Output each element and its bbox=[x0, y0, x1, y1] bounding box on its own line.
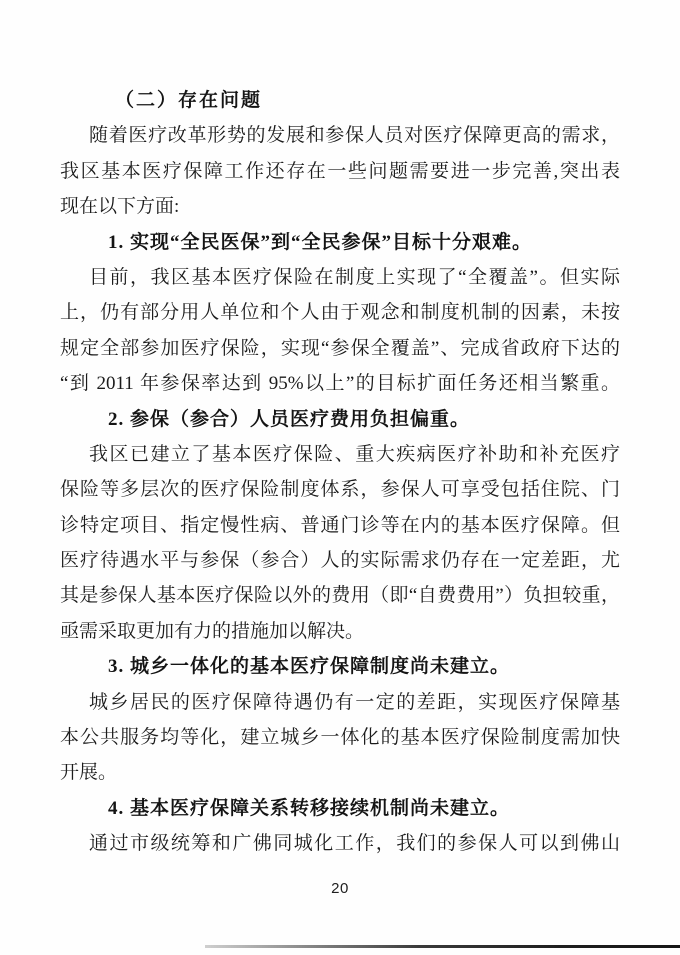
paragraph-line: 其是参保人基本医疗保险以外的费用（即“自费费用”）负担较重， bbox=[60, 585, 620, 607]
paragraph-line: 开展。 bbox=[60, 762, 118, 784]
paragraph-line: 上，仍有部分用人单位和个人由于观念和制度机制的因素，未按 bbox=[60, 302, 620, 324]
subsection-heading: 4. 基本医疗保障关系转移接续机制尚未建立。 bbox=[108, 797, 511, 819]
page-number: 20 bbox=[331, 880, 349, 897]
document-body bbox=[60, 83, 620, 862]
paragraph-line: 城乡居民的医疗保障待遇仍有一定的差距，实现医疗保障基 bbox=[89, 691, 620, 713]
paragraph-line: 本公共服务均等化，建立城乡一体化的基本医疗保险制度需加快 bbox=[60, 727, 620, 749]
paragraph-line: 通过市级统筹和广佛同城化工作，我们的参保人可以到佛山 bbox=[89, 833, 620, 855]
paragraph-line: 医疗待遇水平与参保（参合）人的实际需求仍存在一定差距，尤 bbox=[60, 550, 620, 572]
paragraph-line: 诊特定项目、指定慢性病、普通门诊等在内的基本医疗保障。但 bbox=[60, 514, 620, 536]
paragraph-line: 规定全部参加医疗保险，实现“参保全覆盖”、完成省政府下达的 bbox=[60, 337, 620, 359]
scan-artifact-line bbox=[205, 945, 680, 948]
paragraph-line: 我区已建立了基本医疗保险、重大疾病医疗补助和补充医疗 bbox=[89, 443, 620, 465]
subsection-heading: 2. 参保（参合）人员医疗费用负担偏重。 bbox=[108, 408, 471, 430]
paragraph-line: 目前，我区基本医疗保险在制度上实现了“全覆盖”。但实际 bbox=[89, 266, 620, 288]
paragraph-line: 现在以下方面: bbox=[60, 196, 180, 218]
paragraph-line: 我区基本医疗保障工作还存在一些问题需要进一步完善,突出表 bbox=[60, 160, 620, 182]
paragraph-line: 随着医疗改革形势的发展和参保人员对医疗保障更高的需求， bbox=[89, 125, 620, 147]
subsection-heading: 3. 城乡一体化的基本医疗保障制度尚未建立。 bbox=[108, 656, 511, 678]
paragraph-line: “到 2011 年参保率达到 95%以上”的目标扩面任务还相当繁重。 bbox=[60, 373, 620, 395]
subsection-heading: 1. 实现“全民医保”到“全民参保”目标十分艰难。 bbox=[108, 231, 533, 253]
section-heading: （二）存在问题 bbox=[115, 90, 263, 111]
paragraph-line: 亟需采取更加有力的措施加以解决。 bbox=[60, 620, 365, 642]
paragraph-line: 保险等多层次的医疗保险制度体系，参保人可享受包括住院、门 bbox=[60, 479, 620, 501]
